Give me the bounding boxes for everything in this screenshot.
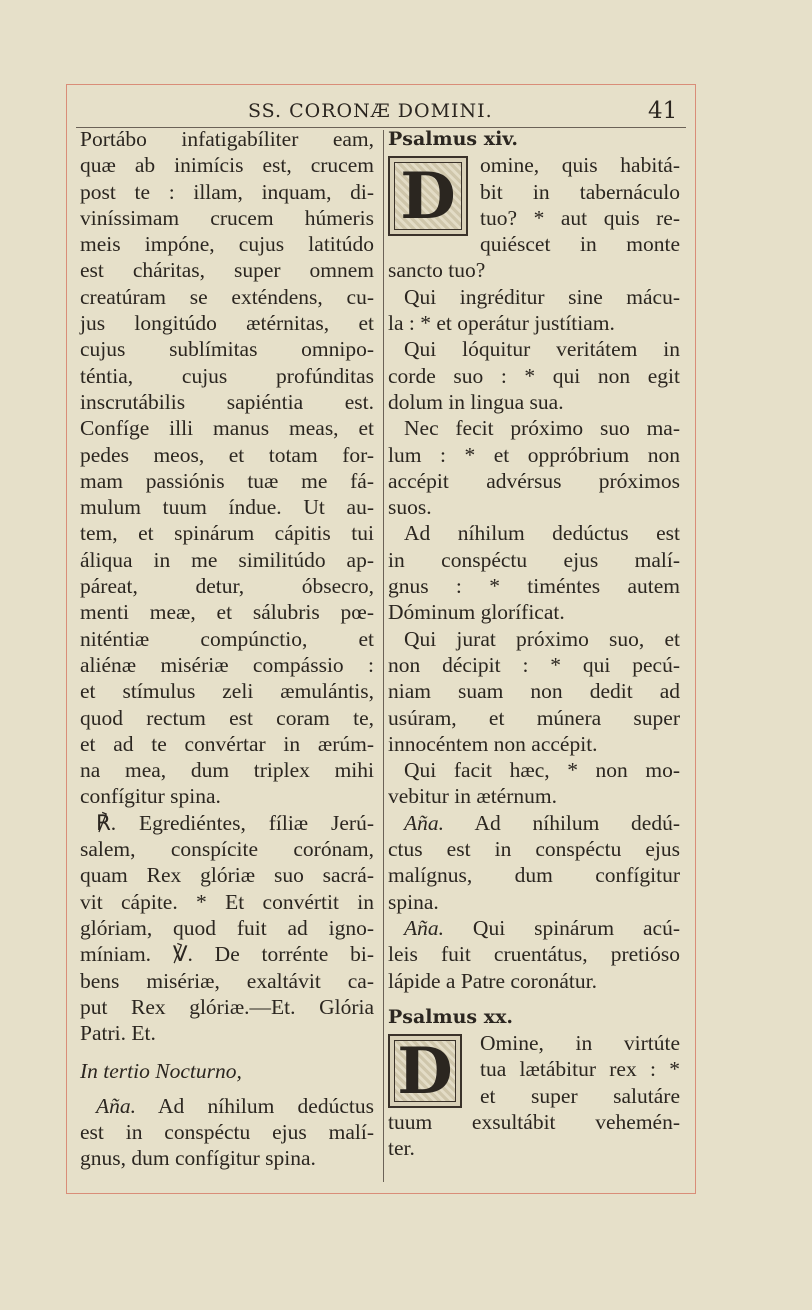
text-line: míniam. ℣. De torrénte bi- — [80, 942, 374, 967]
antiphon — [80, 1093, 374, 1172]
text-line: Qui jurat próximo suo, et — [404, 626, 680, 651]
text-line: et super salutáre — [480, 1083, 680, 1108]
text-line: Aña. Ad níhilum dedúctus — [96, 1093, 374, 1118]
text-line: téntia, cujus profúnditas — [80, 363, 374, 388]
text-line: meis impóne, cujus latitúdo — [80, 232, 374, 257]
text-line: dolum in lingua sua. — [388, 389, 564, 414]
text-line: mam passiónis tuæ me fá- — [80, 468, 374, 493]
text-line: pedes meos, et totam for- — [80, 442, 374, 467]
text-line: na mea, dum triplex mihi — [80, 758, 374, 783]
text-line: Dóminum gloríficat. — [388, 600, 565, 625]
text-line: lum : * et oppróbrium non — [388, 442, 680, 467]
dropcap-d-ornament — [388, 156, 468, 236]
text-line: bit in tabernáculo — [480, 179, 680, 204]
text-line: leis fuit cruentátus, pretióso — [388, 942, 680, 967]
psalm-20-opening — [388, 1030, 680, 1109]
text-line: Confíge illi manus meas, et — [80, 416, 374, 441]
text-line: lápide a Patre coronátur. — [388, 968, 597, 993]
text-line: Qui ingréditur sine mácu- — [404, 284, 680, 309]
text-line: quod rectum est coram te, — [80, 705, 374, 730]
text-line: aliénæ misériæ compássio : — [80, 652, 374, 677]
text-line: jus longitúdo ætérnitas, et — [80, 311, 374, 336]
text-line: bens misériæ, exaltávit ca- — [80, 968, 374, 993]
text-line: tua lætábitur rex : * — [480, 1057, 680, 1082]
text-line: est in conspéctu ejus malí- — [80, 1119, 374, 1144]
text-line: et ad te convértar in ærúm- — [80, 731, 374, 756]
text-line: tem, et spinárum cápitis tui — [80, 521, 374, 546]
dropcap-o-ornament — [388, 1034, 462, 1108]
text-line: Qui lóquitur veritátem in — [404, 337, 680, 362]
page-number: 41 — [648, 98, 678, 124]
text-line: corde suo : * qui non egit — [388, 363, 680, 388]
running-header: SS. CORONÆ DOMINI. — [248, 100, 493, 122]
left-column — [80, 126, 374, 1172]
text-line: quæ ab inimícis est, crucem — [80, 153, 374, 178]
text-line: malígnus, dum confígitur — [388, 863, 680, 888]
text-line: suos. — [388, 495, 432, 520]
text-line: menti meæ, et sálubris pœ- — [80, 600, 374, 625]
text-line: non décipit : * qui pecú- — [388, 652, 680, 677]
text-line: Patri. Et. — [80, 1021, 156, 1046]
text-line: páreat, detur, óbsecro, — [80, 574, 374, 599]
text-line: Portábo infatigabíliter eam, — [80, 127, 374, 151]
text-line: inscrutábilis sapiéntia est. — [80, 389, 374, 414]
column-divider — [383, 130, 384, 1182]
text-line: est cháritas, super omnem — [80, 258, 374, 283]
text-line: cujus sublímitas omnipo- — [80, 337, 374, 362]
text-line: niténtiæ compúnctio, et — [80, 626, 374, 651]
text-line: Aña. Ad níhilum dedú- — [404, 810, 680, 835]
text-line: in conspéctu ejus malí- — [388, 547, 680, 572]
text-line: ctus est in conspéctu ejus — [388, 837, 680, 862]
text-line: glóriam, quod fuit ad igno- — [80, 915, 374, 940]
psalm-14-heading: Psalmus xiv. — [388, 128, 519, 150]
text-line: mulum tuum índue. Ut au- — [80, 495, 374, 520]
right-column — [388, 126, 680, 1162]
nocturn-heading: In tertio Nocturno, — [80, 1059, 242, 1084]
psalm-14-opening — [388, 152, 680, 257]
prayer-text — [80, 126, 374, 810]
text-line: tuo? * aut quis re- — [480, 205, 680, 230]
text-line: confígitur spina. — [80, 784, 221, 809]
responsory — [80, 810, 374, 1047]
dropcap-letter: D — [400, 159, 456, 235]
text-line: et stímulus zeli æmulántis, — [80, 679, 374, 704]
text-line: gnus, dum confígitur spina. — [80, 1146, 316, 1171]
text-line: accépit advérsus próximos — [388, 468, 680, 493]
text-line: innocéntem non accépit. — [388, 731, 598, 756]
text-line: Qui facit hæc, * non mo- — [404, 758, 680, 783]
psalm-14-text — [388, 257, 680, 993]
text-line: áliqua in me similitúdo ap- — [80, 547, 374, 572]
text-line: Omine, in virtúte — [480, 1031, 680, 1056]
text-line: post te : illam, inquam, di- — [80, 179, 374, 204]
text-line: spina. — [388, 889, 439, 914]
text-line: vit cápite. * Et convértit in — [80, 889, 374, 914]
text-line: viníssimam crucem húmeris — [80, 205, 374, 230]
text-line: quiéscet in monte — [480, 232, 680, 257]
text-line: Aña. Qui spinárum acú- — [404, 915, 680, 940]
text-line: salem, conspícite corónam, — [80, 837, 374, 862]
text-line: Ad níhilum dedúctus est — [404, 521, 680, 546]
text-line: tuum exsultábit vehemén- — [388, 1109, 680, 1134]
psalm-20-heading: Psalmus xx. — [388, 1005, 514, 1028]
text-line: vebitur in ætérnum. — [388, 784, 557, 809]
text-line: gnus : * timéntes autem — [388, 574, 680, 599]
text-line: creatúram se exténdens, cu- — [80, 284, 374, 309]
psalm-20-text — [388, 1109, 680, 1162]
text-line: omine, quis habitá- — [480, 153, 680, 178]
text-line: Nec fecit próximo suo ma- — [404, 416, 680, 441]
text-line: la : * et operátur justítiam. — [388, 311, 615, 336]
text-line: put Rex glóriæ.—Et. Glória — [80, 994, 374, 1019]
dropcap-letter: D — [397, 1034, 453, 1110]
text-line: usúram, et múnera super — [388, 705, 680, 730]
text-line: ter. — [388, 1136, 415, 1161]
text-line: sancto tuo? — [388, 258, 486, 283]
text-line: ℟. Egrediéntes, fíliæ Jerú- — [96, 810, 374, 835]
text-line: niam suam non dedit ad — [388, 679, 680, 704]
text-line: quam Rex glóriæ suo sacrá- — [80, 863, 374, 888]
